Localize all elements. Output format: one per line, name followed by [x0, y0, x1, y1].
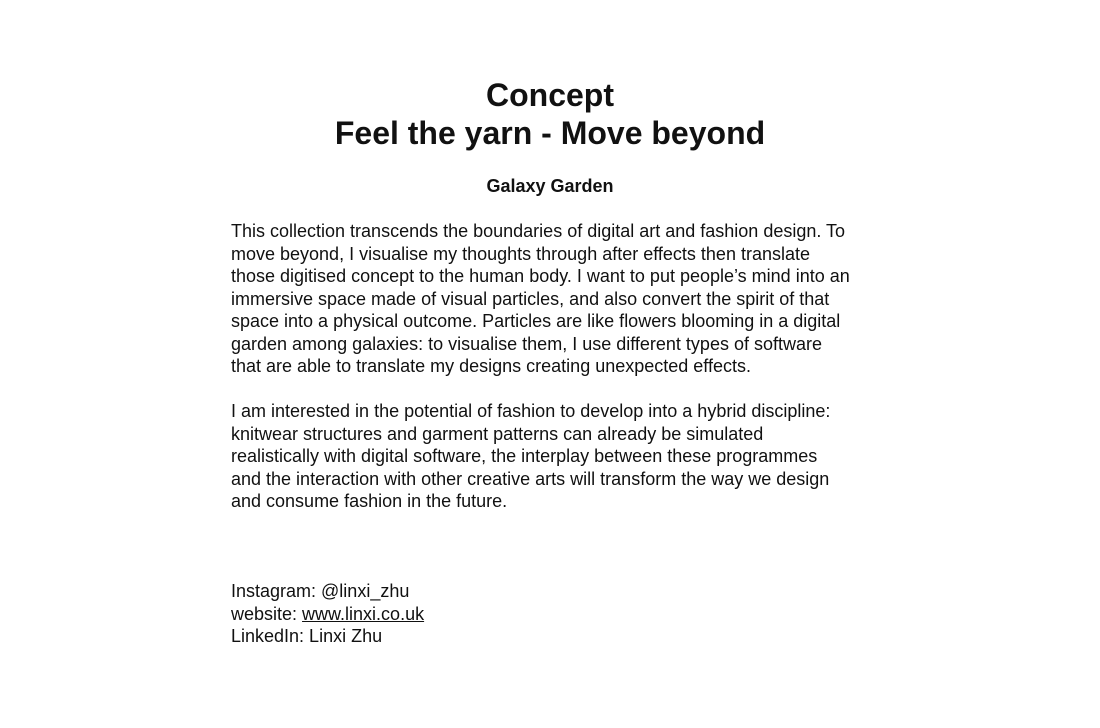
website-label: website:: [231, 603, 303, 624]
website-link[interactable]: www.linxi.co.uk: [302, 603, 425, 624]
website-line: [231, 603, 881, 626]
paragraph-line: those digitised concept to the human body. I want to put people’s mind into an: [231, 266, 850, 286]
collection-name: Galaxy Garden: [486, 176, 614, 196]
paragraph-line: that are able to translate my designs creating unexpected effects.: [231, 356, 751, 376]
paragraph-line: This collection transcends the boundaries of digital art and fashion design. To: [231, 221, 846, 241]
contact-info: [231, 580, 881, 648]
paragraph-line: I am interested in the potential of fashion to develop into a hybrid discipline:: [231, 401, 831, 421]
page-title: Concept: [486, 77, 614, 113]
paragraph-line: and consume fashion in the future.: [231, 491, 508, 511]
paragraph-line: knitwear structures and garment patterns can already be simulated: [231, 423, 764, 444]
paragraph-line: space into a physical outcome. Particles are like flowers blooming in a digital: [231, 311, 841, 331]
linkedin-name: LinkedIn: Linxi Zhu: [231, 626, 383, 646]
concept-paragraph-2: [231, 400, 881, 513]
concept-paragraph-1: [231, 220, 881, 378]
paragraph-line: garden among galaxies: to visualise them, I use different types of software: [231, 333, 822, 354]
paragraph-line: move beyond, I visualise my thoughts through after effects then translate: [231, 243, 810, 264]
paragraph-line: immersive space made of visual particles, and also convert the spirit of that: [231, 288, 830, 309]
instagram-handle: Instagram: @linxi_zhu: [231, 581, 410, 601]
page-tagline: Feel the yarn - Move beyond: [334, 115, 766, 151]
paragraph-line: and the interaction with other creative arts will transform the way we design: [231, 468, 830, 489]
paragraph-line: realistically with digital software, the interplay between these programmes: [231, 446, 818, 466]
